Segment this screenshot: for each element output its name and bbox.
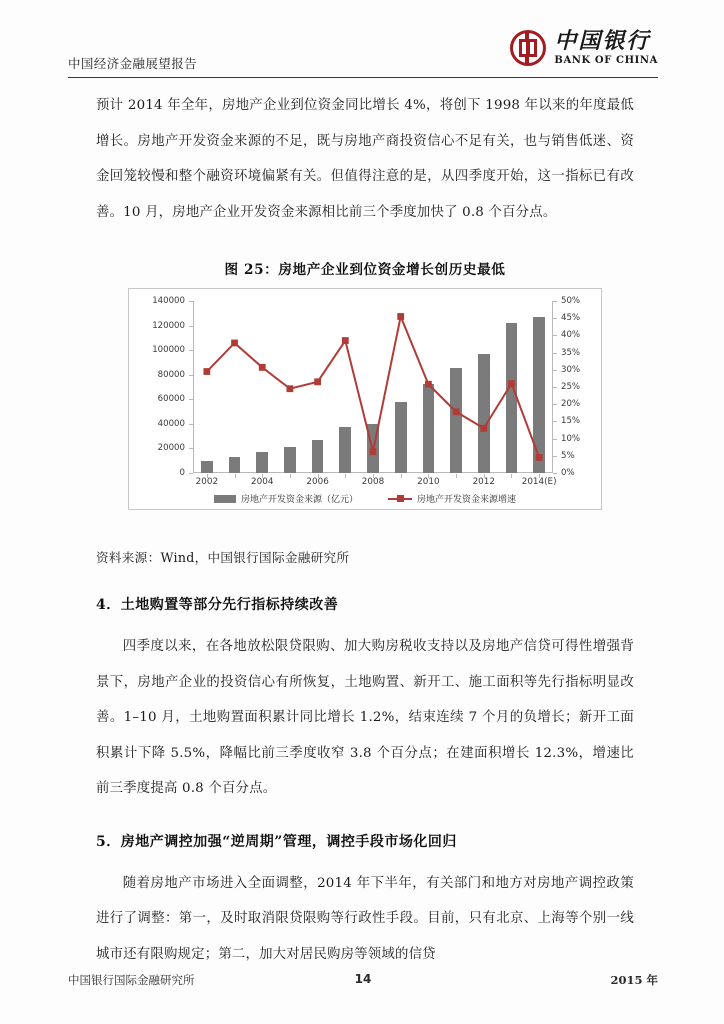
paragraph-policy-adjustment: 随着房地产市场进入全面调整，2014 年下半年，有关部门和地方对房地产调控政策进行了调整：第一，及时取消限贷限购等行政性手段。目前，只有北京、上海等个别一线城市还有限购规定；第二，加大对居民购房等领域的信贷 <box>96 875 634 962</box>
paragraph-funding-growth: 预计 2014 年全年，房地产企业到位资金同比增长 4%，将创下 1998 年以来的年度最低增长。房地产开发资金来源的不足，既与房地产商投资信心不足有关，也与销售低迷、资金回笼较慢和整个融资环境偏紧有关。但值得注意的是，从四季度开始，这一指标已有改善。10 月，房地产企业开发资金来源相比前三个季度加快了 0.8 个百分点。 <box>96 98 634 220</box>
chart-right-tick-label: 45% <box>561 313 581 324</box>
section-heading-4: 4．土地购置等部分先行指标持续改善 <box>96 597 339 613</box>
chart-right-tick <box>553 404 557 405</box>
chart-left-tick <box>189 326 193 327</box>
chart-growth-markers <box>193 301 553 473</box>
header-divider <box>68 77 658 78</box>
chart-right-tick <box>553 335 557 336</box>
chart-left-tick <box>189 301 193 302</box>
chart-x-tick-label: 2012 <box>472 477 495 487</box>
boc-emblem-icon <box>510 30 546 66</box>
page-footer <box>68 972 658 990</box>
chart-right-tick-label: 35% <box>561 347 581 358</box>
footer-institute: 中国银行国际金融研究所 <box>68 973 195 987</box>
lower-text-block <box>96 543 634 972</box>
logo-chinese-name: 中国银行 <box>554 28 651 54</box>
chart-left-tick-label: 20000 <box>157 443 185 454</box>
chart-x-axis-labels <box>193 477 557 489</box>
chart-left-tick-label: 60000 <box>157 394 185 405</box>
footer-year: 2015 年 <box>610 973 658 987</box>
chart-right-tick <box>553 439 557 440</box>
chart-left-tick <box>189 424 193 425</box>
legend-item-bar-series <box>214 492 358 505</box>
chart-left-tick-label: 0 <box>179 468 185 478</box>
logo-wordmark <box>554 30 658 66</box>
section-heading-5: 5．房地产调控加强“逆周期”管理，调控手段市场化回归 <box>96 833 457 850</box>
intro-text-block <box>96 88 634 230</box>
figure-25-chart <box>128 288 602 510</box>
chart-left-tick <box>189 375 193 376</box>
chart-left-tick <box>189 473 193 474</box>
chart-right-tick-label: 30% <box>561 364 581 375</box>
chart-left-tick-label: 140000 <box>152 296 185 306</box>
figure-25-title: 图 25：房地产企业到位资金增长创历史最低 <box>224 262 506 278</box>
chart-x-tick-label: 2004 <box>251 477 274 487</box>
chart-left-tick-label: 120000 <box>152 320 185 331</box>
logo-english-name: BANK OF CHINA <box>554 55 658 66</box>
chart-right-tick <box>553 456 557 457</box>
figure-25 <box>96 258 634 510</box>
chart-right-tick <box>553 421 557 422</box>
legend-bar-swatch-icon <box>214 495 236 503</box>
chart-right-tick-label: 10% <box>561 433 581 444</box>
chart-left-tick <box>189 350 193 351</box>
chart-left-tick <box>189 399 193 400</box>
header-report-title: 中国经济金融展望报告 <box>68 56 198 71</box>
legend-line-swatch-icon <box>388 495 412 503</box>
bank-of-china-logo <box>510 22 658 74</box>
chart-right-tick <box>553 301 557 302</box>
chart-right-tick-label: 0% <box>561 468 575 478</box>
legend-bar-label: 房地产开发资金来源（亿元） <box>240 495 358 505</box>
chart-x-tick-label: 2006 <box>306 477 329 487</box>
chart-right-tick <box>553 370 557 371</box>
footer-page-number: 14 <box>354 972 372 986</box>
chart-left-tick-label: 100000 <box>152 345 185 356</box>
chart-right-tick <box>553 318 557 319</box>
legend-line-label: 房地产开发资金来源增速 <box>417 495 517 505</box>
chart-left-tick-label: 40000 <box>157 418 185 429</box>
chart-right-tick-label: 50% <box>561 296 581 306</box>
chart-x-tick-label: 2010 <box>417 477 440 487</box>
paragraph-leading-indicators: 四季度以来，在各地放松限贷限购、加大购房税收支持以及房地产信贷可得性增强背景下，房地产企业的投资信心有所恢复，土地购置、新开工、施工面积等先行指标明显改善。1–10 月，土地购置面积累计同比增长 1.2%，结束连续 7 个月的负增长；新开工面积累计下降 5.5%，降幅比前三季度收窄 3.8 个百分点；在建面积增长 12.3%，增速比前三季度提高 0.8 个百分点。 <box>96 639 634 796</box>
chart-left-tick-label: 80000 <box>157 369 185 380</box>
chart-x-tick-label: 2002 <box>195 477 219 487</box>
chart-right-tick-label: 20% <box>561 399 581 410</box>
chart-plot-area <box>152 296 581 478</box>
figure-source-note: 资料来源：Wind，中国银行国际金融研究所 <box>96 550 350 565</box>
chart-right-tick <box>553 387 557 388</box>
chart-right-tick-label: 15% <box>561 416 581 427</box>
chart-right-tick <box>553 473 557 474</box>
chart-right-tick-label: 5% <box>561 450 575 461</box>
chart-right-tick-label: 25% <box>561 382 581 392</box>
chart-right-tick-label: 40% <box>561 330 581 341</box>
chart-left-tick <box>189 448 193 449</box>
chart-x-tick-label: 2014(E) <box>521 477 557 487</box>
chart-right-tick <box>553 353 557 354</box>
legend-item-line-series <box>388 492 516 505</box>
page-header <box>68 22 658 78</box>
chart-legend <box>129 492 601 505</box>
chart-x-tick-label: 2008 <box>361 477 385 487</box>
